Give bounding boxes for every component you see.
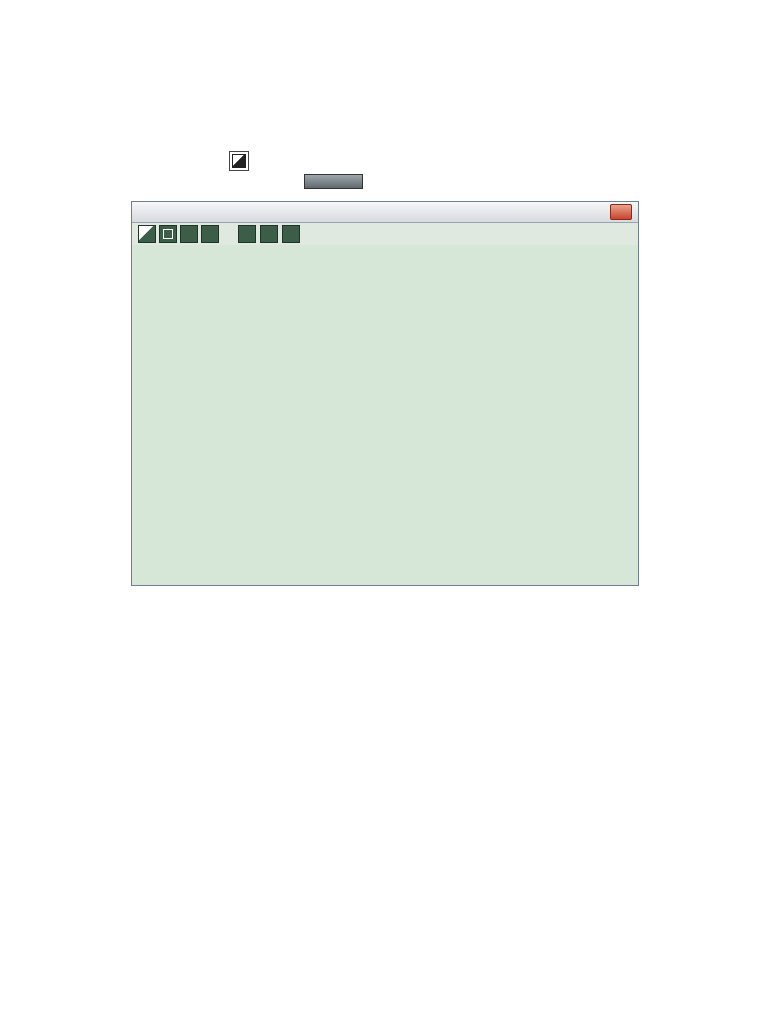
toolbar (132, 223, 638, 245)
tratamiento-cuentas-window (131, 201, 639, 586)
edit-icon (232, 154, 246, 168)
new-record-icon[interactable] (159, 225, 177, 243)
plus-minus-icon[interactable] (238, 225, 256, 243)
square-glyph (163, 229, 173, 239)
next-icon[interactable] (201, 225, 219, 243)
edit-button-image (229, 151, 249, 171)
edit-icon[interactable] (138, 225, 156, 243)
window-titlebar (132, 202, 638, 223)
close-button[interactable] (610, 204, 632, 220)
delete-icon[interactable] (282, 225, 300, 243)
bancos-button-image (304, 174, 363, 189)
previous-icon[interactable] (180, 225, 198, 243)
help-icon[interactable] (260, 225, 278, 243)
